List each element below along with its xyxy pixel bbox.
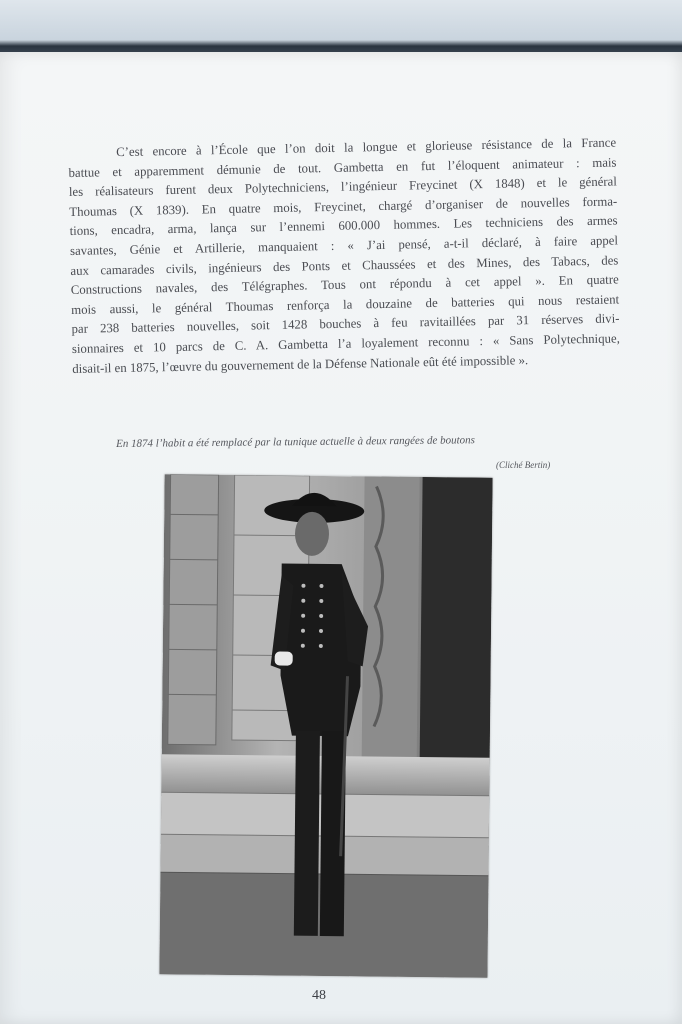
body-line: les réalisateurs furent deux Polytechniciens, l’ingénieur Freycinet (X 1848) et le général: [68, 174, 617, 200]
photo-caption: En 1874 l’habit a été remplacé par la tunique actuelle à deux rangées de boutons: [116, 434, 475, 450]
body-line: Constructions navales, des Télégraphes. Tous ont répondu à cet appel ». En quatre: [70, 272, 619, 298]
body-line: savantes, Génie et Artillerie, manquaient : « J’ai pensé, a-t-il déclaré, à faire appel: [69, 233, 619, 258]
body-line: battue et apparemment démunie de tout. Gambetta en fut l’éloquent animateur : mais: [68, 155, 617, 180]
photo-credit: (Cliché Bertin): [496, 460, 551, 470]
white-glove: [275, 651, 293, 665]
column-left: [168, 474, 219, 744]
photograph-soldier: [159, 474, 492, 977]
body-line: mois aussi, le général Thoumas renforça la douzaine de batteries qui nous restaient: [71, 292, 620, 317]
body-line: aux camarades civils, ingénieurs des Ponts et Chaussées et des Mines, des Tabacs, des: [70, 253, 619, 278]
body-line: par 238 batteries nouvelles, soit 1428 bouches à feu ravitaillées par 31 réserves divi-: [71, 311, 620, 337]
doorway: [419, 477, 492, 778]
body-line: Thoumas (X 1839). En quatre mois, Freycinet, chargé d’organiser de nouvelles forma-: [69, 194, 618, 219]
book-page: [0, 52, 682, 1024]
body-paragraph: [68, 133, 620, 379]
body-line: C’est encore à l’École que l’on doit la longue et glorieuse résistance de la France: [116, 135, 617, 160]
body-line: sionnaires et 10 parcs de C. A. Gambetta l’a loyalement reconnu : « Sans Polytechnique,: [71, 331, 620, 356]
ornate-doorframe: [362, 476, 420, 767]
page-number: 48: [312, 988, 326, 1003]
body-line: disait-il en 1875, l’œuvre du gouvernement de la Défense Nationale eût été impossible ».: [72, 352, 529, 376]
body-line: tions, encadra, arma, lança sur l’ennemi 600.000 hommes. Les techniciens des armes: [69, 213, 618, 239]
